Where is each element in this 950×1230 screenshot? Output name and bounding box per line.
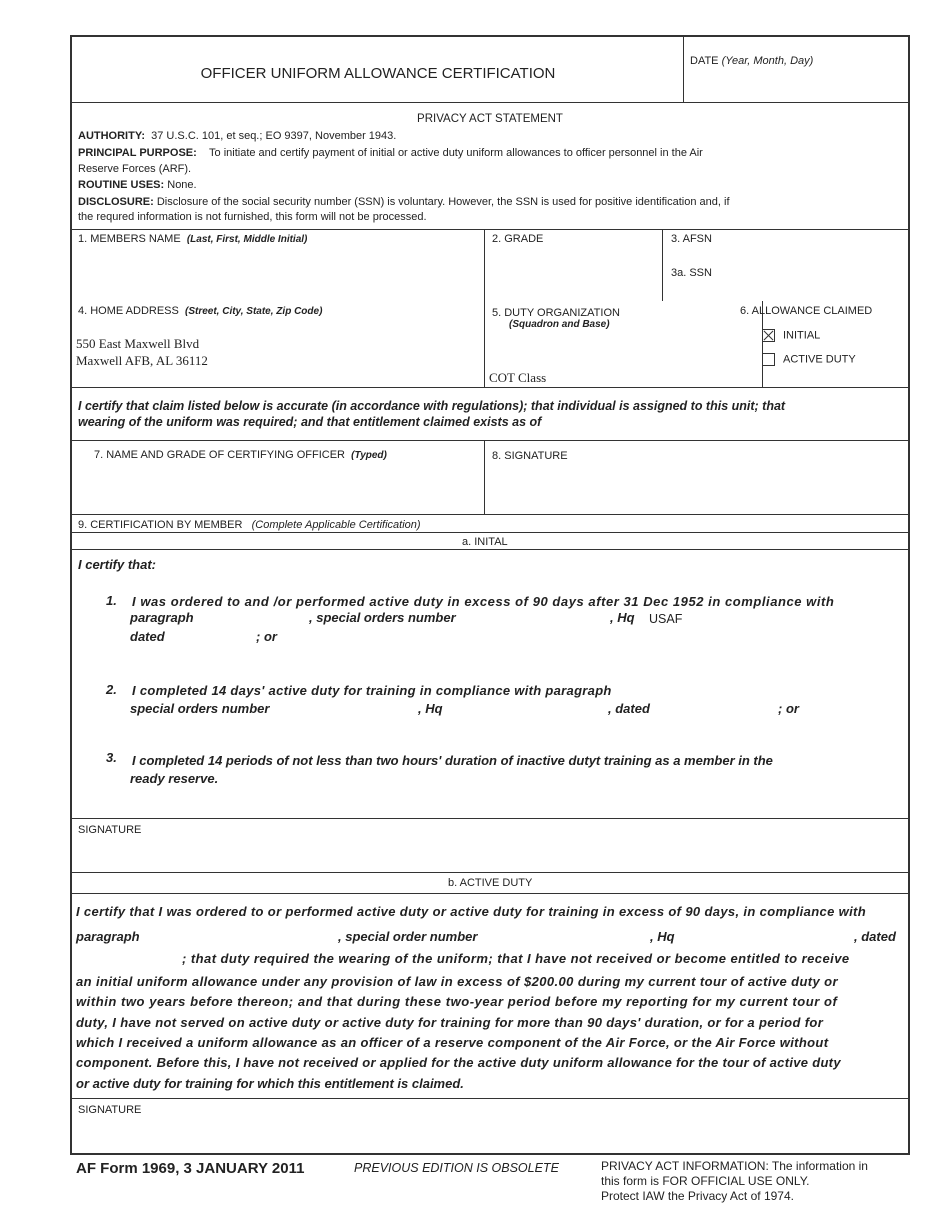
initial-signature-field[interactable] bbox=[78, 824, 141, 836]
item1-dated: dated bbox=[130, 629, 165, 644]
active-duty-option[interactable] bbox=[762, 353, 856, 366]
privacy-info-3: Protect IAW the Privacy Act of 1974. bbox=[601, 1189, 794, 1203]
certify-statement-1: I certify that claim listed below is accurate (in accordance with regulations); that individual is assigned to this unit; that bbox=[78, 399, 786, 413]
purpose-text: To initiate and certify payment of initial or active duty uniform allowances to officer personnel in the Air bbox=[209, 147, 703, 159]
disclosure-text: Disclosure of the social security number (SSN) is voluntary. However, the SSN is used for positive identification and, if bbox=[156, 196, 730, 208]
active-duty-checkbox[interactable] bbox=[762, 353, 775, 366]
officer-signature-label: 8. SIGNATURE bbox=[492, 450, 568, 462]
home-address-hint: (Street, City, State, Zip Code) bbox=[184, 306, 323, 317]
purpose-label: PRINCIPAL PURPOSE: bbox=[78, 147, 197, 159]
item1-paragraph: paragraph bbox=[130, 610, 194, 625]
certifying-officer-hint: (Typed) bbox=[351, 450, 387, 461]
active-line-9: or active duty for training for which this entitlement is claimed. bbox=[76, 1076, 464, 1091]
date-hint: (Year, Month, Day) bbox=[721, 55, 814, 67]
privacy-info-1: PRIVACY ACT INFORMATION: The information in bbox=[601, 1159, 868, 1173]
grade-field[interactable] bbox=[492, 233, 543, 245]
ssn-field[interactable] bbox=[671, 267, 712, 279]
form-id: AF Form 1969, 3 JANUARY 2011 bbox=[76, 1160, 305, 1177]
privacy-info-2: this form is FOR OFFICIAL USE ONLY. bbox=[601, 1174, 810, 1188]
active-signature-field[interactable] bbox=[78, 1104, 141, 1116]
address-line-2[interactable]: Maxwell AFB, AL 36112 bbox=[76, 353, 208, 368]
active-line-3: ; that duty required the wearing of the uniform; that I have not received or become entitled to receive bbox=[182, 951, 850, 966]
grade-label: 2. GRADE bbox=[492, 233, 544, 245]
item3-line2: ready reserve. bbox=[130, 771, 219, 786]
active-line-8: component. Before this, I have not received or applied for the active duty uniform allowance for the tour of active duty bbox=[76, 1055, 841, 1070]
authority-text: 37 U.S.C. 101, et seq.; EO 9397, November 1943. bbox=[151, 130, 397, 142]
date-field[interactable] bbox=[690, 55, 813, 67]
active-duty-label: ACTIVE DUTY bbox=[783, 353, 856, 366]
initial-checkbox[interactable] bbox=[762, 329, 775, 342]
initial-label: INITIAL bbox=[783, 329, 821, 342]
duty-org-hint: (Squadron and Base) bbox=[509, 319, 610, 330]
item2-dated: , dated bbox=[608, 701, 650, 716]
initial-option[interactable] bbox=[762, 329, 820, 342]
item3-line1: I completed 14 periods of not less than two hours' duration of inactive dutyt training as a member in the bbox=[132, 753, 773, 768]
date-label: DATE bbox=[690, 55, 719, 67]
active-line-5: within two years before thereon; and that during these two-year period before my reporting for my current tour of bbox=[76, 994, 838, 1009]
certifying-officer-field[interactable] bbox=[94, 449, 387, 461]
members-name-label: 1. MEMBERS NAME bbox=[78, 233, 181, 245]
item2-special: special orders number bbox=[130, 701, 270, 716]
purpose-text-cont: Reserve Forces (ARF). bbox=[78, 163, 192, 175]
i-certify-that: I certify that: bbox=[78, 557, 157, 572]
routine-text: None. bbox=[167, 179, 197, 191]
afsn-field[interactable] bbox=[671, 233, 712, 245]
active-hq: , Hq bbox=[650, 929, 675, 944]
disclosure-label: DISCLOSURE: bbox=[78, 196, 154, 208]
address-line-1[interactable]: 550 East Maxwell Blvd bbox=[76, 336, 200, 351]
afsn-label: 3. AFSN bbox=[671, 233, 712, 245]
item2-hq: , Hq bbox=[418, 701, 443, 716]
active-dated: , dated bbox=[854, 929, 896, 944]
members-name-hint: (Last, First, Middle Initial) bbox=[186, 234, 308, 245]
active-line-1: I certify that I was ordered to or performed active duty or active duty for training in excess of 90 days, in compliance with bbox=[76, 904, 866, 919]
duty-org-value[interactable]: COT Class bbox=[489, 370, 547, 385]
item1-hq: , Hq bbox=[610, 610, 635, 625]
authority-label: AUTHORITY: bbox=[78, 130, 146, 142]
section9-hint: (Complete Applicable Certification) bbox=[251, 519, 421, 531]
form-page bbox=[70, 35, 910, 1155]
initial-signature-label: SIGNATURE bbox=[78, 824, 142, 836]
item1-number: 1. bbox=[106, 593, 117, 608]
form-title: OFFICER UNIFORM ALLOWANCE CERTIFICATION bbox=[200, 65, 556, 82]
item3-number: 3. bbox=[106, 750, 117, 765]
officer-signature-field[interactable] bbox=[492, 450, 568, 462]
item1-or: ; or bbox=[256, 629, 277, 644]
active-line-6: duty, I have not served on active duty or active duty for training for more than 90 days' duration, or for a period for bbox=[76, 1015, 824, 1030]
active-line-7: which I received a uniform allowance as an officer of a reserve component of the Air Force, or the Air Force without bbox=[76, 1035, 829, 1050]
members-name-field[interactable] bbox=[78, 233, 307, 245]
disclosure-text-cont: the requred information is not furnished, this form will not be processed. bbox=[78, 211, 427, 223]
previous-edition-note: PREVIOUS EDITION IS OBSOLETE bbox=[354, 1161, 559, 1175]
item1-usaf: USAF bbox=[649, 612, 683, 626]
certify-statement-2: wearing of the uniform was required; and that entitlement claimed exists as of bbox=[78, 415, 542, 429]
initial-heading: a. INITAL bbox=[462, 536, 508, 548]
item2-or: ; or bbox=[778, 701, 799, 716]
active-paragraph: paragraph bbox=[76, 929, 140, 944]
item2-line1: I completed 14 days' active duty for training in compliance with paragraph bbox=[132, 683, 612, 698]
privacy-heading: PRIVACY ACT STATEMENT bbox=[417, 113, 563, 125]
section9-label: 9. CERTIFICATION BY MEMBER bbox=[78, 519, 243, 531]
certifying-officer-label: 7. NAME AND GRADE OF CERTIFYING OFFICER bbox=[94, 449, 345, 461]
item1-line1: I was ordered to and /or performed active duty in excess of 90 days after 31 Dec 1952 in compliance with bbox=[132, 594, 835, 609]
active-duty-heading: b. ACTIVE DUTY bbox=[448, 877, 533, 889]
item2-number: 2. bbox=[106, 682, 117, 697]
duty-org-label: 5. DUTY ORGANIZATION bbox=[492, 307, 620, 319]
home-address-label: 4. HOME ADDRESS bbox=[78, 305, 179, 317]
ssn-label: 3a. SSN bbox=[671, 267, 712, 279]
active-line-4: an initial uniform allowance under any provision of law in excess of $200.00 during my current tour of active duty or bbox=[76, 974, 838, 989]
item1-special: , special orders number bbox=[309, 610, 456, 625]
active-signature-label: SIGNATURE bbox=[78, 1104, 142, 1116]
active-special: , special order number bbox=[338, 929, 478, 944]
routine-label: ROUTINE USES: bbox=[78, 179, 165, 191]
allowance-label: 6. ALLOWANCE CLAIMED bbox=[740, 305, 873, 317]
